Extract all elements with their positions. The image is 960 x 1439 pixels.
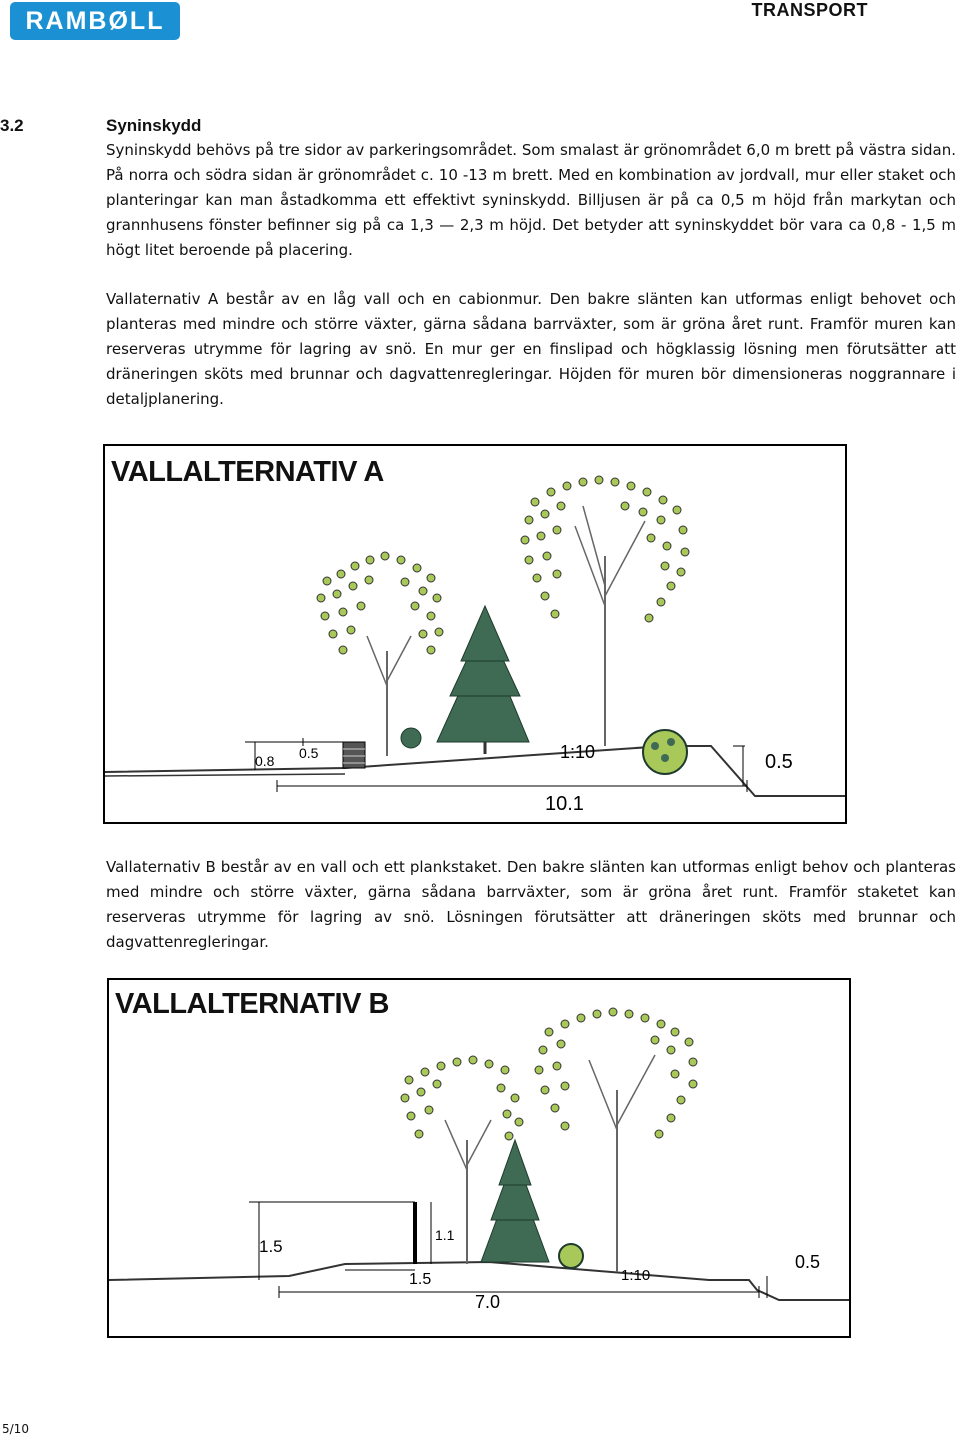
paragraph-3: Vallaternativ B består av en vall och ett plankstaket. Den bakre slänten kan utformas enligt behov och planteras med mindre och större växter, gärna sådana barrväxter, som är gröna året runt. Framför staketet kan reserveras utrymme för lagring av snö. Lösningen förutsätter att dräneringen sköts med brunnar och dagvattenregleringar. <box>106 858 956 951</box>
ramboll-logo: RAMBØLL <box>10 2 180 40</box>
dim-total-width: 7.0 <box>475 1292 501 1312</box>
dim-ditch: 0.5 <box>765 751 793 773</box>
ground-line <box>105 746 845 796</box>
bush-small <box>401 728 421 748</box>
gabion-wall <box>343 742 365 768</box>
dim-front-width: 1.5 <box>409 1271 432 1288</box>
figure-b-title: VALLALTERNATIV B <box>115 988 389 1020</box>
dim-slope: 1:10 <box>560 742 596 762</box>
page-number: 5/10 <box>2 1422 29 1436</box>
dim-wall-height: 0.8 <box>255 753 275 769</box>
dim-total-width: 10.1 <box>545 793 584 815</box>
birch-foliage-left <box>401 1056 523 1140</box>
figure-vallalternativ-a <box>103 444 847 824</box>
section-number: 3.2 <box>0 116 24 135</box>
birch-foliage-left <box>317 552 443 654</box>
figure-a-title: VALLALTERNATIV A <box>111 456 384 488</box>
dim-height: 1.5 <box>259 1237 283 1256</box>
dim-fence-height: 1.1 <box>435 1227 455 1243</box>
shrub-right <box>643 730 687 774</box>
shrub <box>559 1244 583 1268</box>
paragraph-1: Syninskydd behövs på tre sidor av parkeringsområdet. Som smalast är grönområdet 6,0 m brett på västra sidan. På norra och södra sidan är grönområdet c. 10 -13 m brett. Med en kombination av jordvall, mur eller staket och planteringar kan man åstadkomma ett effektivt syninskydd. Billjusen är på ca 0,5 m höjd från markytan och grannhusens fönster befinner sig på ca 1,3 — 2,3 m höjd. Det betyder att syninskyddet bör vara ca 0,8 - 1,5 m högt litet beroende på placering. <box>106 141 956 259</box>
figure-a-drawing <box>105 446 845 822</box>
figure-b-drawing <box>109 980 849 1336</box>
header-section-label: TRANSPORT <box>751 0 868 20</box>
dim-ditch: 0.5 <box>795 1252 821 1272</box>
section-title: Syninskydd <box>106 116 202 135</box>
figure-vallalternativ-b <box>107 978 851 1338</box>
paragraph-2: Vallaternativ A består av en låg vall och en cabionmur. Den bakre slänten kan utformas enligt behovet och planteras med mindre och större växter, gärna sådana barrväxter, som är gröna året runt. Framför muren kan reserveras utrymme för lagring av snö. En mur ger en finslipad och högklassig lösning men förutsätter att dräneringen sköts med brunnar och dagvattenregleringar. Höjden för muren bör dimensioneras noggrannare i detaljplanering. <box>106 290 956 408</box>
dim-slope: 1:10 <box>621 1267 651 1284</box>
dim-wall-width: 0.5 <box>299 745 319 761</box>
